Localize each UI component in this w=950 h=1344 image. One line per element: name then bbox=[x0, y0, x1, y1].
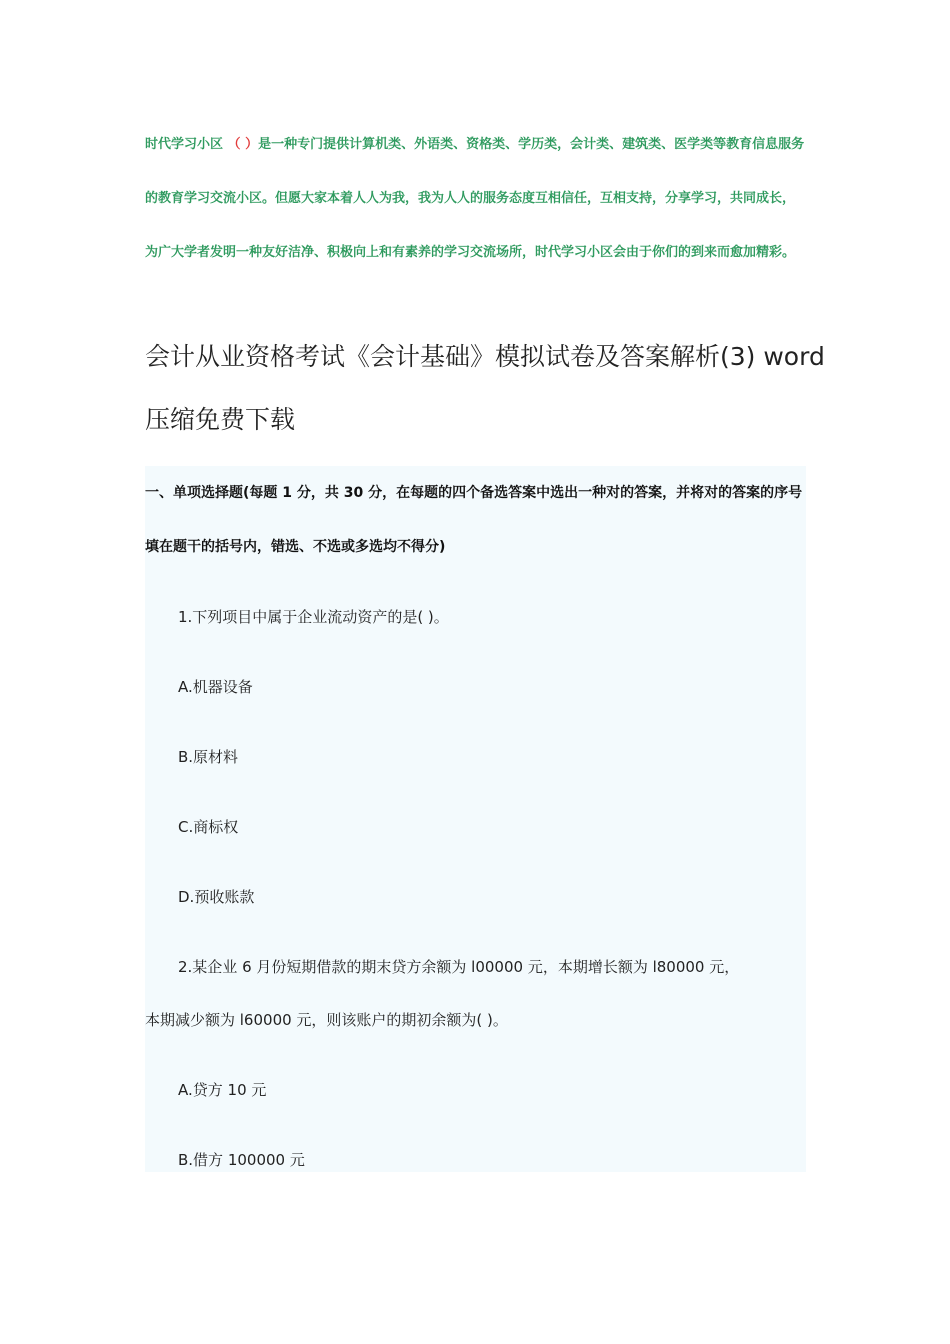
question-1-option-d: D.预收账款 bbox=[178, 888, 255, 906]
section-heading: 一、单项选择题(每题 1 分，共 30 分，在每题的四个备选答案中选出一种对的答案，并将对的答案的序号填在题干的括号内，错选、不选或多选均不得分) bbox=[145, 485, 803, 555]
question-1-option-b: B.原材料 bbox=[178, 748, 239, 766]
question-2-stem-line2: 本期减少额为 l60000 元，则该账户的期初余额为( )。 bbox=[145, 1011, 508, 1029]
question-1-option-a: A.机器设备 bbox=[178, 678, 253, 696]
question-2-option-b: B.借方 100000 元 bbox=[178, 1151, 305, 1169]
question-2-stem-line1: 2.某企业 6 月份短期借款的期末贷方余额为 l00000 元，本期增长额为 l80000 元， bbox=[178, 958, 740, 976]
intro-body-text: 是一种专门提供计算机类、外语类、资格类、学历类，会计类、建筑类、医学类等教育信息服务的教育学习交流小区。但愿大家本着人人为我，我为人人的服务态度互相信任，互相支持，分享学习，共同成长，为广大学者发明一种友好洁净、积极向上和有素养的学习交流场所，时代学习小区会由于你们的到来而愈加精彩。 bbox=[145, 137, 805, 260]
question-2-option-a: A.贷方 10 元 bbox=[178, 1081, 267, 1099]
question-1-option-c: C.商标权 bbox=[178, 818, 239, 836]
intro-lead-text: 时代学习小区 bbox=[145, 137, 224, 152]
document-title: 会计从业资格考试《会计基础》模拟试卷及答案解析(3) word压缩免费下载 bbox=[145, 342, 825, 434]
intro-paren: （ ） bbox=[227, 137, 259, 152]
exam-section bbox=[145, 466, 806, 1172]
community-intro-paragraph bbox=[145, 118, 807, 280]
question-1-stem: 1.下列项目中属于企业流动资产的是( )。 bbox=[178, 608, 449, 626]
